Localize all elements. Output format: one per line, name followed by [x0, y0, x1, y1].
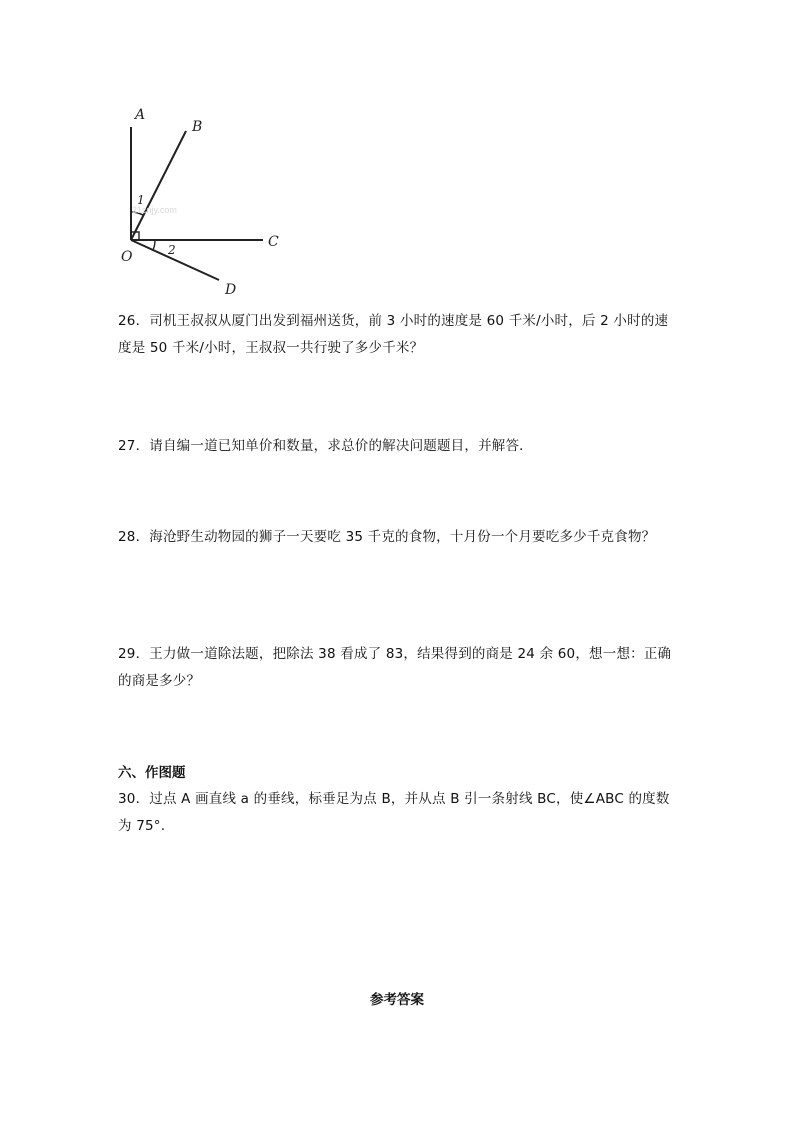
label-o: O — [121, 249, 133, 265]
angle-figure — [110, 100, 310, 305]
label-d: D — [225, 282, 237, 298]
question-26: 26．司机王叔叔从厦门出发到福州送货，前 3 小时的速度是 60 千米/小时，后 2 小时的速度是 50 千米/小时，王叔叔一共行驶了多少千米？ — [118, 313, 669, 356]
answers-title: 参考答案 — [370, 992, 424, 1008]
angle-2-arc — [153, 240, 155, 250]
ray-ob — [131, 131, 186, 240]
label-b: B — [192, 119, 203, 135]
question-29: 29．王力做一道除法题，把除法 38 看成了 83，结果得到的商是 24 余 60，想一想：正确的商是多少？ — [118, 646, 672, 689]
angle-diagram — [110, 100, 310, 305]
question-27: 27．请自编一道已知单价和数量，求总价的解决问题题目，并解答． — [118, 438, 533, 454]
label-a: A — [135, 107, 146, 123]
label-angle-1: 1 — [137, 193, 145, 207]
question-28: 28．海沧野生动物园的狮子一天要吃 35 千克的食物，十月份一个月要吃多少千克食物？ — [118, 529, 656, 545]
label-c: C — [268, 234, 279, 250]
section-title-drawing: 六、作图题 — [118, 765, 186, 781]
question-30: 30．过点 A 画直线 a 的垂线，标垂足为点 B，并从点 B 引一条射线 BC，使∠ABC 的度数为 75°. — [118, 791, 670, 834]
watermark-text: 21cnjy.com — [132, 205, 177, 215]
label-angle-2: 2 — [168, 243, 176, 257]
